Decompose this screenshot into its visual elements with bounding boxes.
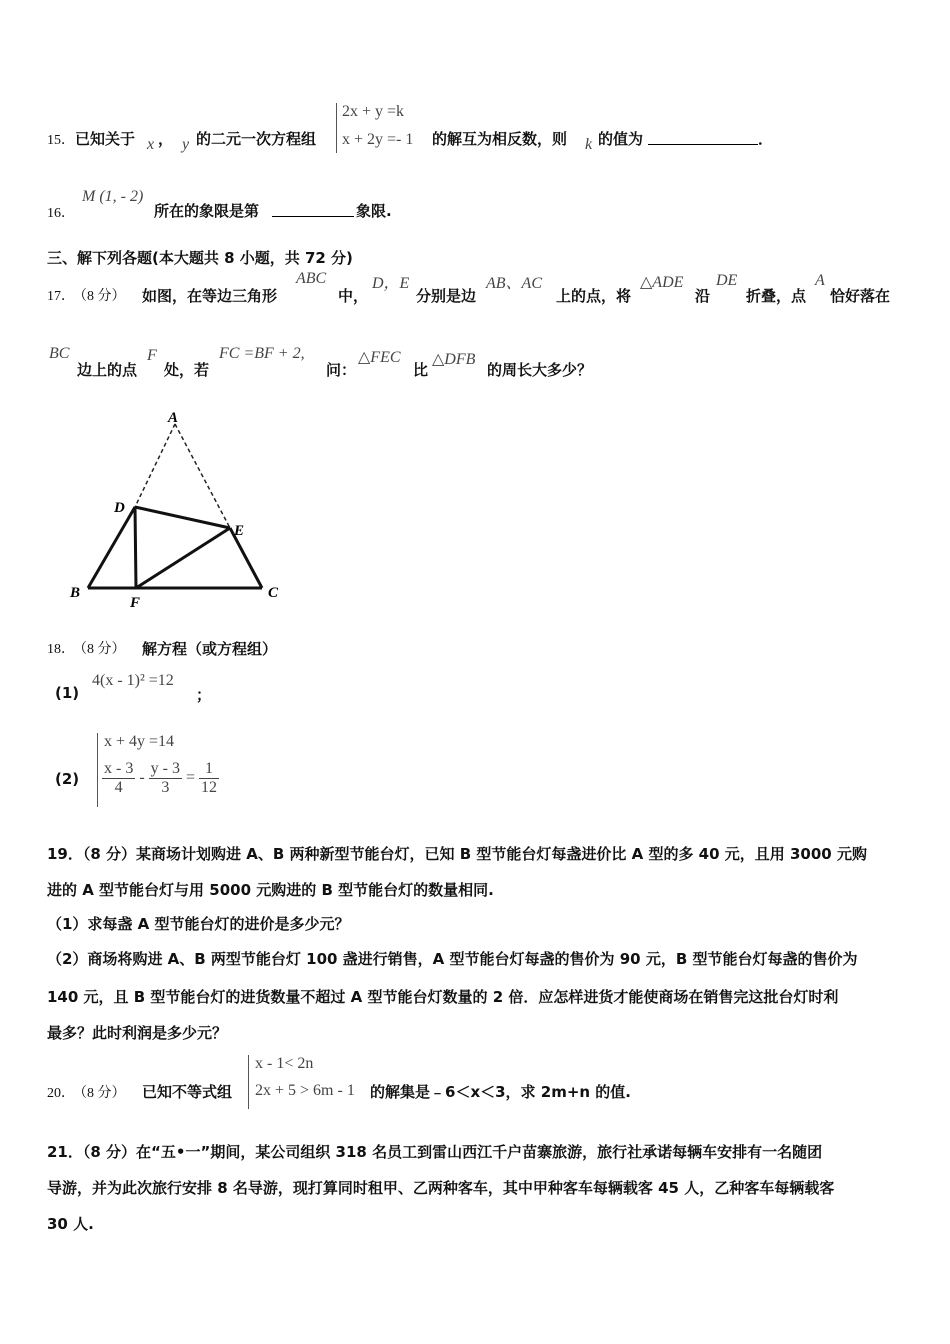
q17-text: 分别是边 bbox=[416, 287, 477, 305]
q17-text: 折叠，点 bbox=[746, 287, 807, 305]
q15-text-4: 的值为 bbox=[598, 130, 644, 148]
q17-text: 如图，在等边三角形 bbox=[142, 287, 278, 305]
side-bc: BC bbox=[49, 345, 70, 362]
comma: ， bbox=[158, 130, 174, 148]
condition: FC =BF + 2, bbox=[219, 345, 305, 362]
part-1-end: ； bbox=[196, 686, 212, 704]
sides-ab-ac: AB、AC bbox=[486, 275, 542, 292]
q17-text: 处，若 bbox=[164, 361, 210, 379]
fraction-numerator: y - 3 bbox=[150, 760, 180, 777]
q16-text-2: 象限. bbox=[356, 202, 392, 220]
tri-ade: △ADE bbox=[640, 274, 684, 291]
q18-title: 解方程（或方程组） bbox=[142, 640, 278, 658]
label-f: F bbox=[130, 595, 141, 611]
q20-number: 20． bbox=[47, 1086, 75, 1101]
q20-text: 已知不等式组 bbox=[142, 1083, 233, 1101]
q17-text: 边上的点 bbox=[77, 361, 138, 379]
q17-number: 17． bbox=[47, 289, 75, 304]
label-e: E bbox=[234, 523, 245, 539]
fraction-denominator: 3 bbox=[161, 779, 170, 796]
q15-text: 已知关于 bbox=[75, 130, 136, 148]
q19-sub2: 140 元，且 B 型节能台灯的进货数量不超过 A 型节能台灯数量的 2 倍．应怎样进货才能使商场在销售完这批台灯时利 bbox=[47, 988, 839, 1006]
label-a: A bbox=[168, 410, 179, 426]
equals-sign: = bbox=[185, 769, 196, 787]
equation-brace bbox=[336, 103, 337, 153]
var-k: k bbox=[585, 136, 593, 153]
q21-line: 导游，并为此次旅行安排 8 名导游，现打算同时租甲、乙两种客车，其中甲种客车每辆载客 45 人，乙种客车每辆载客 bbox=[47, 1179, 835, 1197]
inequality-brace bbox=[248, 1055, 249, 1109]
answer-blank[interactable] bbox=[648, 130, 758, 145]
q17-score: （8 分） bbox=[73, 289, 126, 304]
equation-1: 2x + y =k bbox=[342, 103, 405, 120]
q21-line: 21．（8 分）在“五•一”期间，某公司组织 318 名员工到雷山西江千户苗寨旅游，旅行社承诺每辆车安排有一名随团 bbox=[47, 1143, 823, 1161]
q17-text: 上的点，将 bbox=[556, 287, 632, 305]
tri-dfb: △DFB bbox=[432, 351, 476, 368]
inequality-1: x - 1< 2n bbox=[255, 1055, 314, 1072]
answer-blank[interactable] bbox=[272, 202, 354, 217]
q18-score: （8 分） bbox=[73, 642, 126, 657]
q15-text-2: 的二元一次方程组 bbox=[196, 130, 317, 148]
q17-text: 恰好落在 bbox=[830, 287, 891, 305]
part-2-eq1: x + 4y =14 bbox=[104, 733, 175, 750]
q19-sub1: （1）求每盏 A 型节能台灯的进价是多少元？ bbox=[47, 915, 350, 933]
q21-line: 30 人. bbox=[47, 1215, 94, 1233]
fraction-numerator: 1 bbox=[199, 760, 219, 779]
inequality-2: 2x + 5 > 6m - 1 bbox=[255, 1082, 355, 1099]
label-b: B bbox=[70, 585, 81, 601]
q19-sub2: （2）商场将购进 A、B 两型节能台灯 100 盏进行销售，A 型节能台灯每盏的售价为 90 元，B 型节能台灯每盏的售价为 bbox=[47, 950, 858, 968]
q17-text: 沿 bbox=[695, 287, 711, 305]
tri-abc: ABC bbox=[296, 270, 327, 287]
var-x: x bbox=[147, 136, 155, 153]
minus-sign: - bbox=[139, 769, 145, 787]
q20-score: （8 分） bbox=[73, 1086, 126, 1101]
part-1-label: (1) bbox=[55, 684, 80, 702]
section-heading: 三、解下列各题(本大题共 8 小题，共 72 分) bbox=[47, 249, 353, 267]
q17-text: 问： bbox=[326, 361, 357, 379]
tri-fec: △FEC bbox=[358, 349, 401, 366]
q15 bbox=[47, 128, 135, 149]
q17-text: 的周长大多少？ bbox=[487, 361, 593, 379]
q15-end: ． bbox=[758, 130, 774, 148]
q19-line: 进的 A 型节能台灯与用 5000 元购进的 B 型节能台灯的数量相同. bbox=[47, 881, 494, 899]
equation-brace bbox=[97, 733, 98, 807]
points-de: D，E bbox=[372, 275, 410, 292]
q20-text-2: 的解集是﹣6＜x＜3，求 2m+n 的值. bbox=[370, 1083, 632, 1101]
point-m: M (1, - 2) bbox=[82, 188, 144, 205]
equation-2: x + 2y =- 1 bbox=[342, 131, 414, 148]
fraction-numerator: x - 3 bbox=[104, 760, 134, 777]
point-a: A bbox=[815, 272, 825, 289]
q16-number: 16． bbox=[47, 206, 75, 221]
part-2-eq2 bbox=[102, 760, 219, 797]
q16-text: 所在的象限是第 bbox=[154, 202, 260, 220]
q15-number: 15． bbox=[47, 133, 75, 148]
part-2-label: (2) bbox=[55, 770, 80, 788]
label-d: D bbox=[114, 500, 125, 516]
q17-text: 中， bbox=[338, 287, 369, 305]
q15-text-3: 的解互为相反数，则 bbox=[432, 130, 568, 148]
q17-text: 比 bbox=[413, 361, 429, 379]
triangle-figure bbox=[60, 410, 300, 615]
var-y: y bbox=[182, 136, 190, 153]
part-1-equation: 4(x - 1)² =12 bbox=[92, 672, 174, 689]
fraction-denominator: 4 bbox=[114, 779, 123, 796]
q19-sub2: 最多？此时利润是多少元？ bbox=[47, 1024, 228, 1042]
q19-line: 19．（8 分）某商场计划购进 A、B 两种新型节能台灯，已知 B 型节能台灯每盏进价比 A 型的多 40 元，且用 3000 元购 bbox=[47, 845, 867, 863]
q18-number: 18． bbox=[47, 642, 75, 657]
fraction-denominator: 12 bbox=[201, 779, 218, 796]
label-c: C bbox=[268, 585, 279, 601]
point-f: F bbox=[147, 347, 157, 364]
side-de: DE bbox=[716, 272, 738, 289]
